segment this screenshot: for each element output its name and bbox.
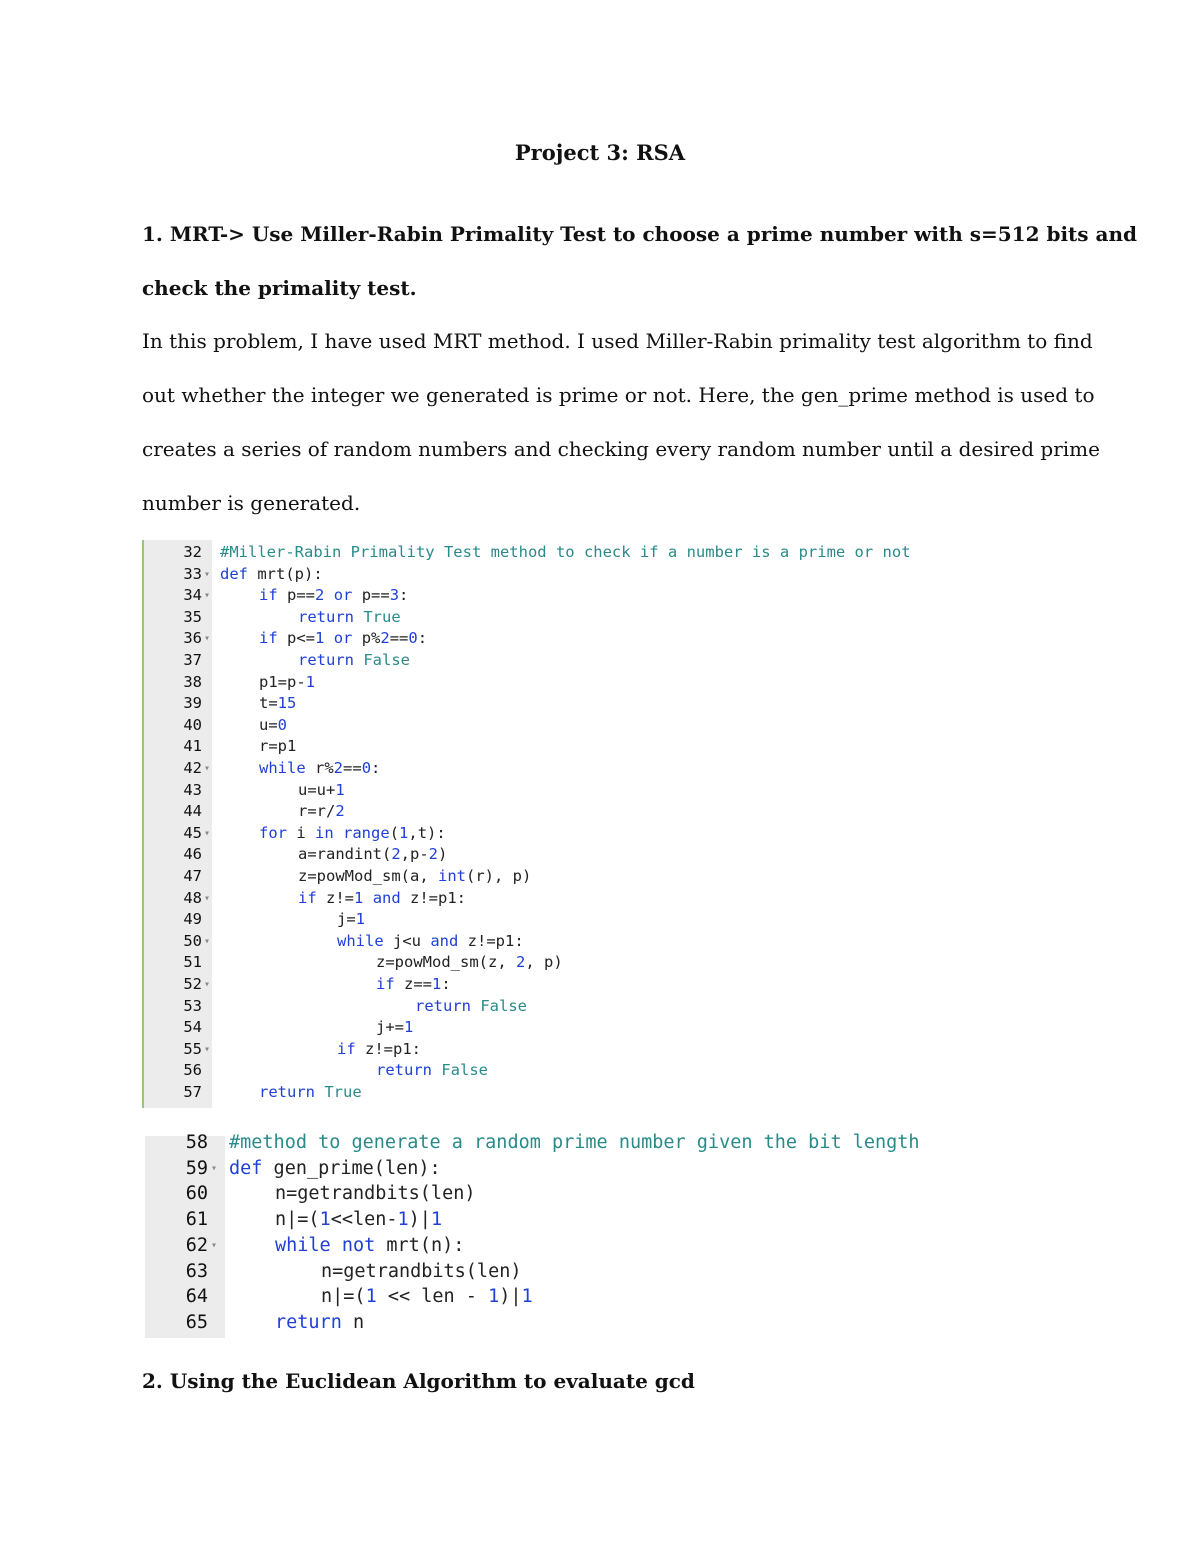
code-line (145, 1259, 995, 1285)
page-title: Project 3: RSA (514, 140, 686, 165)
code-text: z=powMod_sm(a, int(r), p) (298, 867, 532, 885)
line-number: 34 (183, 586, 202, 605)
code-line (145, 1130, 995, 1156)
line-number: 63 (185, 1260, 208, 1282)
code-text: r=r/2 (298, 802, 345, 821)
code-line (144, 758, 1084, 780)
fold-arrow-icon: ▾ (204, 979, 211, 990)
code-text: n=getrandbits(len) (275, 1183, 476, 1205)
code-text: while not mrt(n): (275, 1234, 465, 1256)
code-line (144, 693, 1084, 715)
code-text: if z==1: (376, 975, 451, 993)
line-number: 43 (183, 780, 202, 799)
code-text: if z!=p1: (337, 1039, 421, 1058)
code-line (144, 909, 1084, 931)
code-line (144, 672, 1084, 694)
fold-arrow-icon: ▾ (204, 827, 211, 839)
fold-arrow-icon: ▾ (204, 590, 211, 602)
code-line (144, 1039, 1084, 1061)
code-line (144, 607, 1084, 629)
code-line (144, 974, 1084, 996)
code-line (144, 736, 1084, 758)
code-text: #Miller-Rabin Primality Test method to check if a number is a prime or not (220, 543, 911, 561)
line-number: 33 (183, 564, 202, 583)
line-number: 44 (183, 802, 202, 821)
code-text: if p<=1 or p%2==0: (259, 629, 428, 648)
code-text: return False (415, 996, 528, 1015)
paragraph-line: creates a series of random numbers and checking every random number until a desired prime (142, 437, 1100, 461)
code-text: if p==2 or p==3: (259, 586, 409, 605)
line-number: 50 (183, 931, 202, 950)
line-number: 45 (183, 823, 202, 842)
code-line (145, 1181, 995, 1207)
code-text: n|=(1 << len - 1)|1 (321, 1286, 533, 1308)
line-number: 51 (183, 953, 202, 972)
code-text: a=randint(2,p-2) (298, 845, 448, 864)
fold-arrow-icon: ▾ (211, 1239, 218, 1251)
fold-arrow-icon: ▾ (204, 568, 211, 580)
code-text: return False (298, 651, 411, 669)
section-1-heading-line-1: 1. MRT-> Use Miller-Rabin Primality Test to choose a prime number with s=512 bits and (142, 222, 1137, 246)
line-number: 41 (183, 737, 202, 756)
line-number: 65 (185, 1311, 208, 1333)
line-number: 38 (183, 672, 202, 691)
code-text: return True (298, 607, 401, 626)
code-text: while r%2==0: (259, 759, 381, 777)
line-number: 56 (183, 1061, 202, 1080)
code-line (145, 1156, 995, 1182)
line-number: 32 (183, 543, 202, 561)
code-text: return True (259, 1083, 362, 1101)
code-text: return n (275, 1311, 365, 1333)
section-1-heading (142, 207, 1137, 315)
code-line (144, 1017, 1084, 1039)
code-text: n=getrandbits(len) (321, 1260, 522, 1282)
code-line (145, 1310, 995, 1336)
line-number: 35 (183, 607, 202, 626)
line-number: 57 (183, 1083, 202, 1101)
code-line (144, 996, 1084, 1018)
code-line (144, 564, 1084, 586)
code-text: r=p1 (259, 737, 297, 756)
code-line (144, 866, 1084, 888)
code-line (144, 650, 1084, 672)
code-line (144, 888, 1084, 910)
code-text: j+=1 (376, 1018, 414, 1037)
line-number: 58 (185, 1132, 208, 1153)
section-2-heading (142, 1354, 1062, 1408)
code-line (144, 844, 1084, 866)
code-line (145, 1284, 995, 1310)
line-number: 62 (185, 1234, 208, 1256)
code-line (144, 780, 1084, 802)
code-line (144, 628, 1084, 650)
code-text: z=powMod_sm(z, 2, p) (376, 953, 563, 972)
fold-arrow-icon: ▾ (204, 1043, 211, 1055)
line-number: 47 (183, 867, 202, 885)
code-line (144, 542, 1084, 564)
code-line (144, 715, 1084, 737)
code-text: u=0 (259, 715, 288, 734)
line-number: 54 (183, 1018, 202, 1037)
paragraph-line: In this problem, I have used MRT method. I used Miller-Rabin primality test algorithm to find (142, 329, 1093, 353)
code-text: def gen_prime(len): (229, 1157, 441, 1179)
section-1-heading-line-2: check the primality test. (142, 276, 417, 300)
code-line (145, 1207, 995, 1233)
line-number: 48 (183, 888, 202, 907)
code-text: n|=(1<<len-1)|1 (275, 1209, 443, 1231)
line-number: 61 (185, 1209, 208, 1231)
line-number: 42 (183, 759, 202, 777)
line-number: 60 (185, 1183, 208, 1205)
section-2-heading-line: 2. Using the Euclidean Algorithm to evaluate gcd (142, 1369, 695, 1393)
fold-arrow-icon: ▾ (211, 1162, 218, 1174)
code-line (144, 931, 1084, 953)
code-line (144, 952, 1084, 974)
code-line (144, 823, 1084, 845)
line-number: 52 (183, 975, 202, 993)
line-number: 59 (185, 1157, 208, 1179)
code-line (144, 801, 1084, 823)
line-number: 53 (183, 996, 202, 1015)
line-number: 40 (183, 715, 202, 734)
line-number: 36 (183, 629, 202, 648)
line-number: 64 (185, 1286, 208, 1308)
line-number: 37 (183, 651, 202, 669)
fold-arrow-icon: ▾ (204, 892, 211, 904)
code-line (145, 1233, 995, 1259)
code-line (144, 1060, 1084, 1082)
code-line (144, 585, 1084, 607)
line-number: 46 (183, 845, 202, 864)
paragraph-line: out whether the integer we generated is prime or not. Here, the gen_prime method is used to (142, 383, 1095, 407)
code-line (144, 1082, 1084, 1104)
fold-arrow-icon: ▾ (204, 935, 211, 947)
code-text: def mrt(p): (220, 564, 323, 583)
section-1-paragraph (142, 314, 1100, 530)
code-text: t=15 (259, 694, 297, 713)
line-number: 55 (183, 1039, 202, 1058)
code-text: if z!=1 and z!=p1: (298, 888, 467, 907)
code-text: for i in range(1,t): (259, 823, 446, 842)
fold-arrow-icon: ▾ (204, 633, 211, 645)
code-text: while j<u and z!=p1: (337, 931, 524, 950)
code-screenshot-mrt (142, 540, 1084, 1108)
code-text: u=u+1 (298, 780, 345, 799)
line-number: 39 (183, 694, 202, 713)
code-text: j=1 (337, 910, 366, 929)
code-text: #method to generate a random prime number given the bit length (229, 1132, 920, 1153)
fold-arrow-icon: ▾ (204, 763, 211, 774)
code-screenshot-gen-prime (145, 1132, 995, 1338)
code-text: return False (376, 1061, 489, 1080)
code-text: p1=p-1 (259, 672, 316, 691)
line-number: 49 (183, 910, 202, 929)
paragraph-line: number is generated. (142, 491, 361, 515)
